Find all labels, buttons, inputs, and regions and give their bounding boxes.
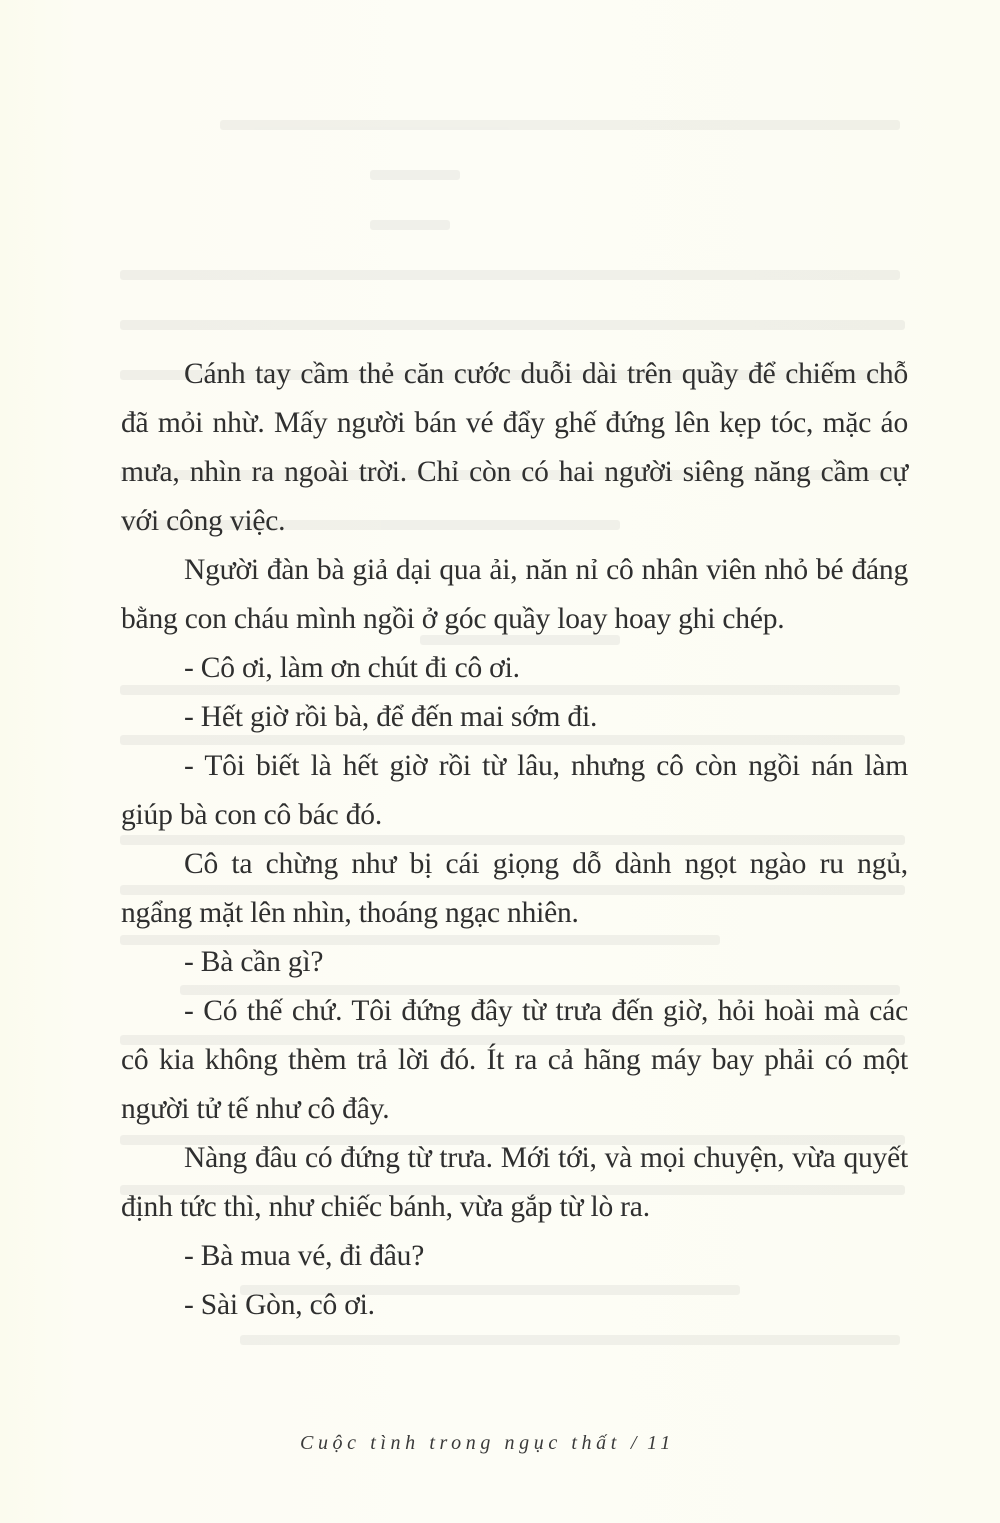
paragraph: Nàng đâu có đứng từ trưa. Mới tới, và mọi chuyện, vừa quyết định tức thì, như chiếc bánh, vừa gắp từ lò ra. <box>121 1142 908 1223</box>
dialogue-line: - Bà mua vé, đi đâu? <box>184 1240 425 1272</box>
footer-separator: / <box>630 1432 642 1454</box>
dialogue-line: - Cô ơi, làm ơn chút đi cô ơi. <box>184 652 520 684</box>
dialogue-line: - Tôi biết là hết giờ rồi từ lâu, nhưng cô còn ngồi nán làm giúp bà con cô bác đó. <box>121 750 908 831</box>
paragraph: Cánh tay cầm thẻ căn cước duỗi dài trên quầy để chiếm chỗ đã mỏi nhừ. Mấy người bán vé đẩy ghế đứng lên kẹp tóc, mặc áo mưa, nhìn ra ngoài trời. Chỉ còn có hai người siêng năng cầm cự với công việc. <box>121 358 908 537</box>
dialogue-line: - Hết giờ rồi bà, để đến mai sớm đi. <box>184 701 598 733</box>
dialogue-line: - Có thế chứ. Tôi đứng đây từ trưa đến giờ, hỏi hoài mà các cô kia không thèm trả lời đó. Ít ra cả hãng máy bay phải có một người tử tế như cô đây. <box>121 995 908 1125</box>
paragraph: Người đàn bà giả dại qua ải, năn nỉ cô nhân viên nhỏ bé đáng bằng con cháu mình ngồi ở góc quầy loay hoay ghi chép. <box>121 554 908 635</box>
dialogue-line: - Sài Gòn, cô ơi. <box>184 1289 375 1321</box>
running-title: Cuộc tình trong ngục thất <box>300 1432 621 1454</box>
body-text <box>121 350 908 1330</box>
paragraph: Cô ta chừng như bị cái giọng dỗ dành ngọt ngào ru ngủ, ngẩng mặt lên nhìn, thoáng ngạc nhiên. <box>121 848 908 929</box>
page-number: 11 <box>647 1432 675 1454</box>
dialogue-line: - Bà cần gì? <box>184 946 324 978</box>
page-footer <box>300 1432 740 1455</box>
